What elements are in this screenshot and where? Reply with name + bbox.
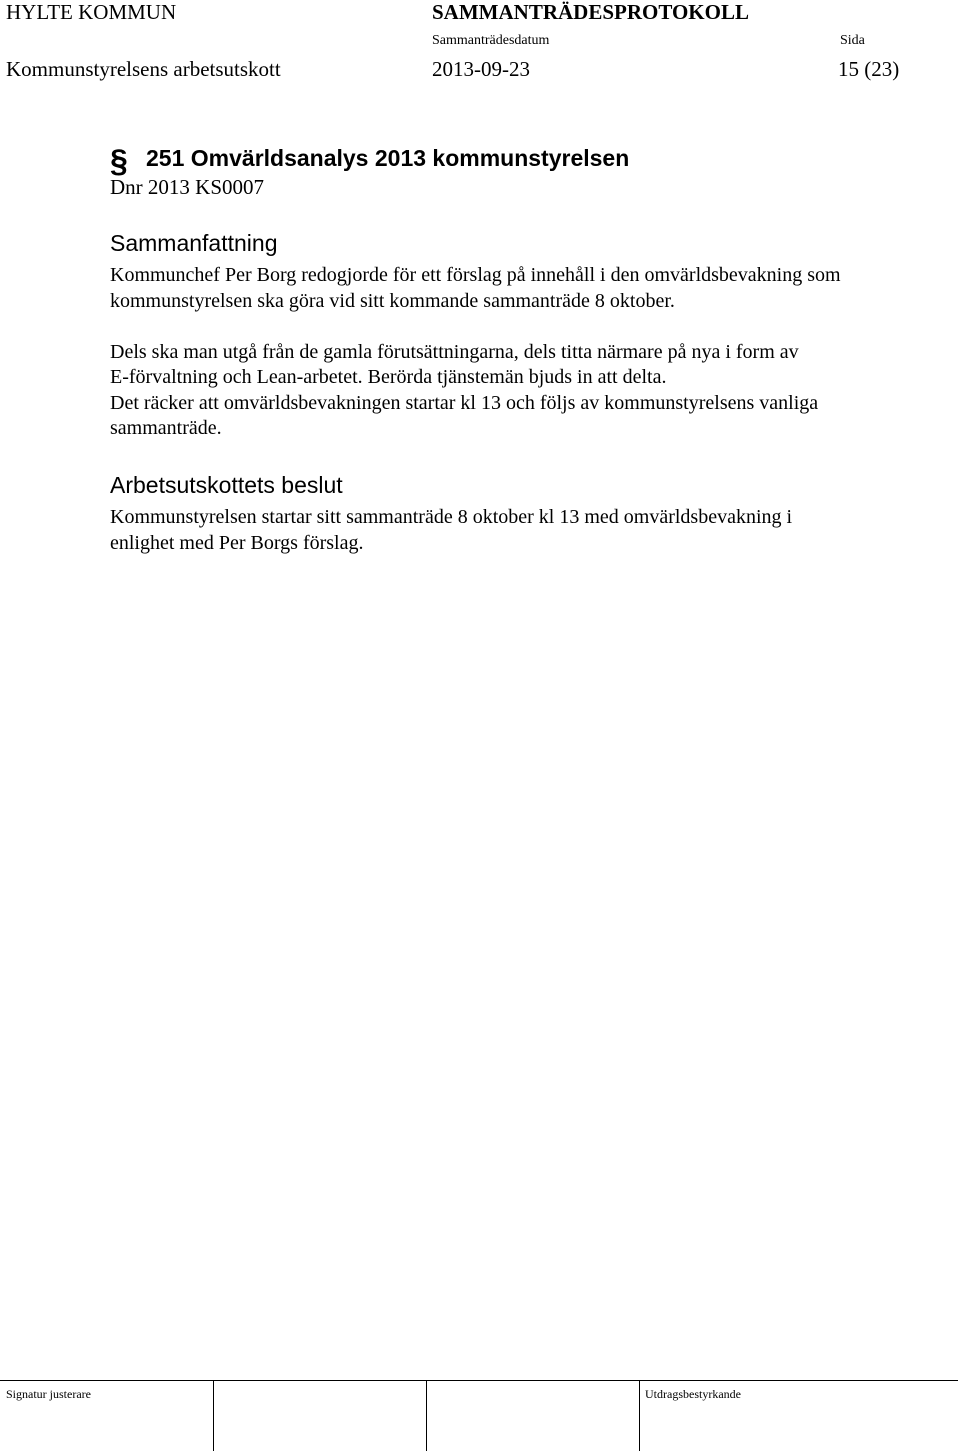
registration-number: Dnr 2013 KS0007: [110, 175, 265, 199]
decision-heading: Arbetsutskottets beslut: [110, 472, 343, 498]
signature-footer: [0, 1380, 958, 1451]
decision-line: enlighet med Per Borgs förslag.: [110, 532, 364, 554]
page-number: 15 (23): [838, 57, 900, 81]
meeting-date: 2013-09-23: [432, 57, 530, 81]
signature-box: [213, 1381, 214, 1451]
page-label: Sida: [840, 33, 865, 48]
summary-line: Kommunchef Per Borg redogjorde för ett förslag på innehåll i den omvärldsbevakning som: [110, 264, 841, 286]
summary-line: Dels ska man utgå från de gamla förutsättningarna, dels titta närmare på nya i form av: [110, 341, 799, 363]
extract-label: Utdragsbestyrkande: [645, 1387, 741, 1401]
summary-heading: Sammanfattning: [110, 230, 278, 256]
summary-line: sammanträde.: [110, 417, 222, 439]
extract-box: [639, 1381, 741, 1451]
summary-line: E-förvaltning och Lean-arbetet. Berörda tjänstemän bjuds in att delta.: [110, 366, 667, 388]
document-type: SAMMANTRÄDESPROTOKOLL: [432, 0, 749, 24]
decision-line: Kommunstyrelsen startar sitt sammanträde 8 oktober kl 13 med omvärldsbevakning i: [110, 506, 793, 528]
signature-box: [426, 1381, 427, 1451]
section-sign: §: [110, 143, 128, 179]
signature-label: Signatur justerare: [6, 1387, 91, 1401]
item-title: 251 Omvärldsanalys 2013 kommunstyrelsen: [146, 145, 630, 171]
organization-name: HYLTE KOMMUN: [6, 0, 177, 24]
meeting-date-label: Sammanträdesdatum: [432, 33, 550, 48]
summary-line: Det räcker att omvärldsbevakningen startar kl 13 och följs av kommunstyrelsens vanliga: [110, 392, 819, 414]
committee-name: Kommunstyrelsens arbetsutskott: [6, 57, 281, 81]
summary-line: kommunstyrelsen ska göra vid sitt kommande sammanträde 8 oktober.: [110, 290, 675, 312]
